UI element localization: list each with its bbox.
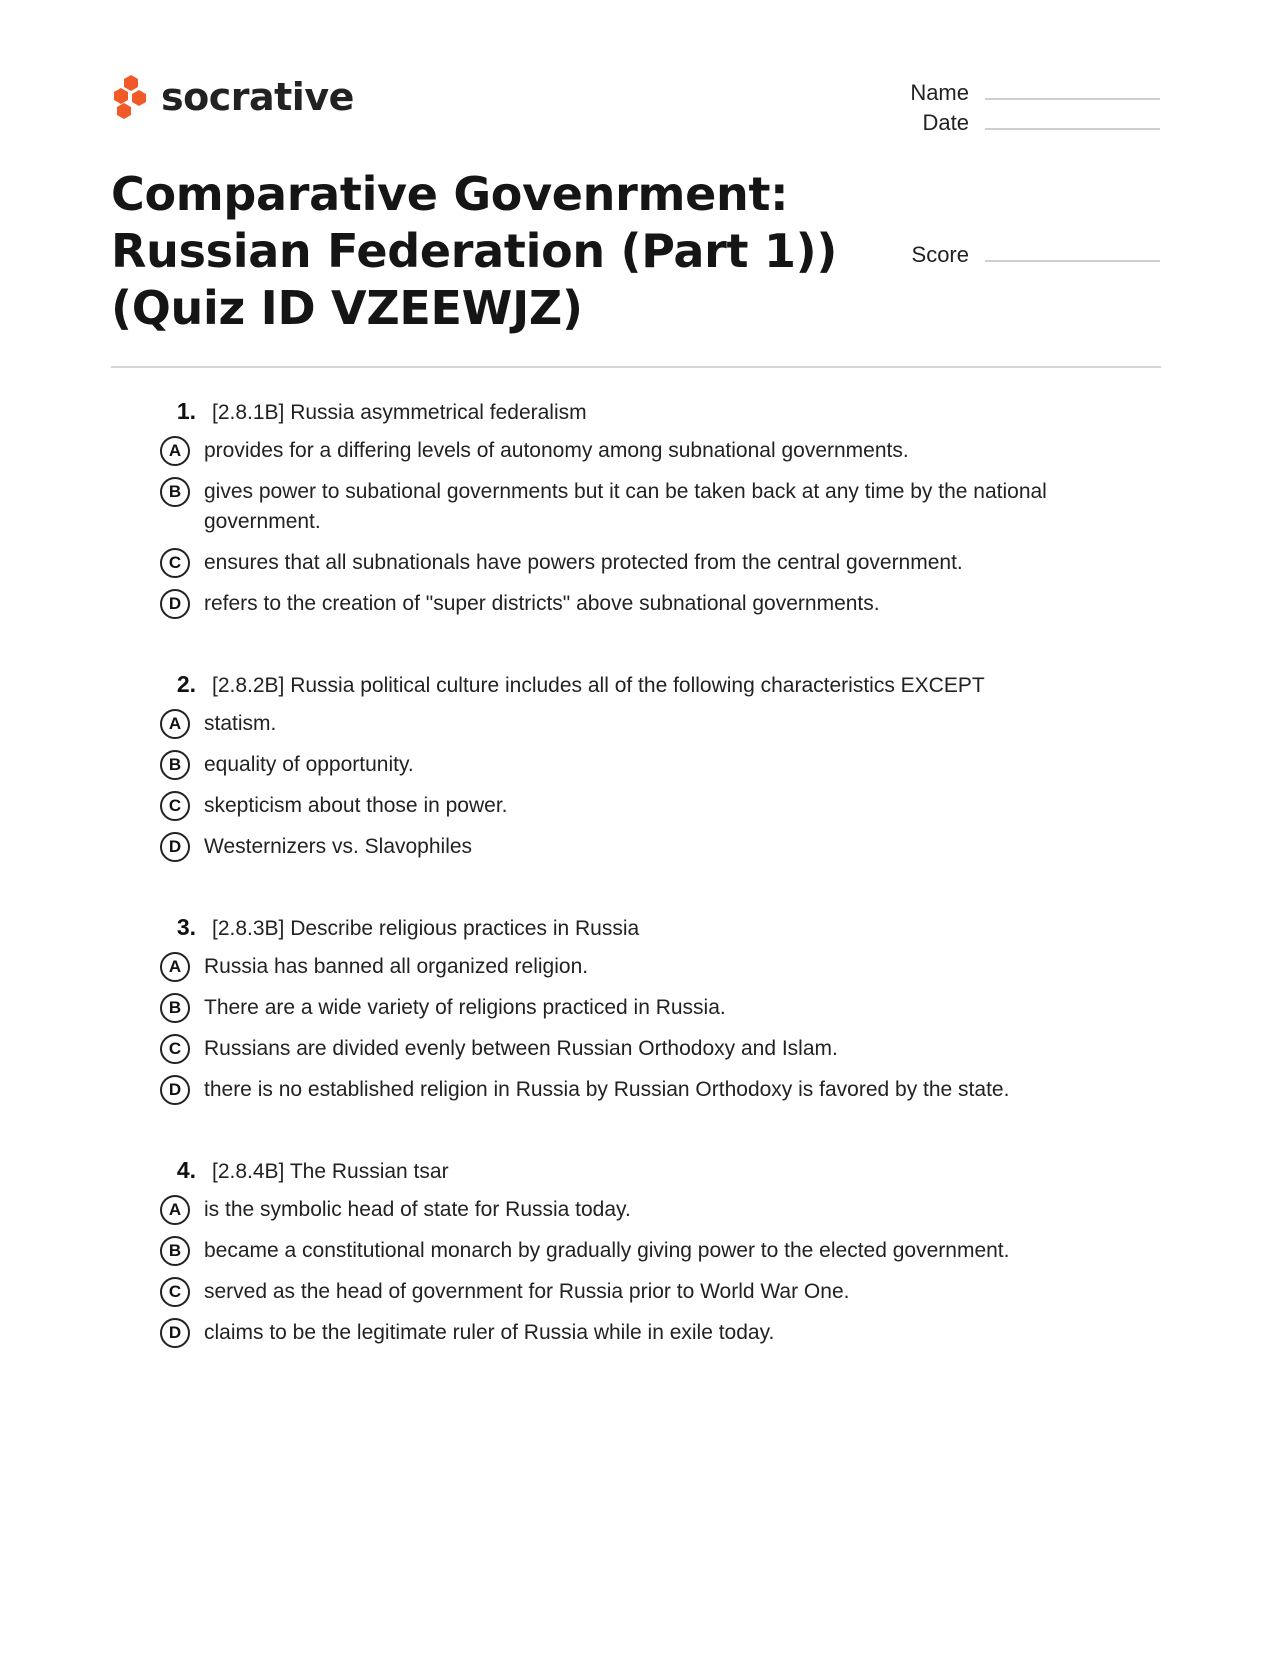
question-3 xyxy=(160,914,1120,1105)
option-text: provides for a differing levels of autonomy among subnational governments. xyxy=(204,439,909,462)
option-text: is the symbolic head of state for Russia today. xyxy=(204,1198,631,1221)
option-letter-circle[interactable]: B xyxy=(160,750,190,780)
option-letter-circle[interactable]: B xyxy=(160,477,190,507)
option-letter-circle[interactable]: A xyxy=(160,1195,190,1225)
option-letter-circle[interactable]: D xyxy=(160,1318,190,1348)
option-letter-circle[interactable]: D xyxy=(160,832,190,862)
score-field[interactable] xyxy=(880,238,1160,268)
name-field[interactable] xyxy=(880,76,1160,106)
option-c[interactable] xyxy=(160,1277,1120,1307)
option-letter-circle[interactable]: A xyxy=(160,952,190,982)
option-b[interactable] xyxy=(160,750,1120,780)
option-text: refers to the creation of "super districts" above subnational governments. xyxy=(204,592,880,615)
student-info-fields xyxy=(880,76,1160,136)
option-text: Russia has banned all organized religion. xyxy=(204,955,589,978)
option-a[interactable] xyxy=(160,1195,1120,1225)
question-number: 3. xyxy=(176,914,196,940)
brand-name: socrative xyxy=(161,75,354,119)
option-b[interactable] xyxy=(160,477,1120,537)
option-text: Westernizers vs. Slavophiles xyxy=(204,835,473,858)
option-letter-circle[interactable]: D xyxy=(160,589,190,619)
score-line[interactable] xyxy=(985,260,1160,262)
option-b[interactable] xyxy=(160,1236,1120,1266)
option-text: gives power to subational governments but it can be taken back at any time by the national government. xyxy=(204,480,1047,533)
option-text: claims to be the legitimate ruler of Russia while in exile today. xyxy=(204,1321,775,1344)
option-text: served as the head of government for Russia prior to World War One. xyxy=(204,1280,850,1303)
option-d[interactable] xyxy=(160,1318,1120,1348)
option-text: There are a wide variety of religions practiced in Russia. xyxy=(204,996,726,1019)
question-2 xyxy=(160,671,1120,862)
option-text: statism. xyxy=(204,712,277,735)
option-text: equality of opportunity. xyxy=(204,753,414,776)
option-letter-circle[interactable]: B xyxy=(160,1236,190,1266)
option-text: there is no established religion in Russia by Russian Orthodoxy is favored by the state. xyxy=(204,1078,1010,1101)
option-text: skepticism about those in power. xyxy=(204,794,508,817)
option-c[interactable] xyxy=(160,791,1120,821)
question-4 xyxy=(160,1157,1120,1348)
option-d[interactable] xyxy=(160,1075,1120,1105)
date-label: Date xyxy=(922,110,969,135)
question-text: [2.8.4B] The Russian tsar xyxy=(212,1160,449,1183)
question-number: 1. xyxy=(176,398,196,424)
option-letter-circle[interactable]: C xyxy=(160,1277,190,1307)
question-list xyxy=(160,398,1120,1400)
header-divider xyxy=(111,366,1161,368)
hexagon-cluster-icon xyxy=(111,73,147,121)
option-a[interactable] xyxy=(160,952,1120,982)
question-number: 2. xyxy=(176,671,196,697)
option-d[interactable] xyxy=(160,589,1120,619)
option-text: became a constitutional monarch by gradually giving power to the elected government. xyxy=(204,1239,1010,1262)
option-letter-circle[interactable]: A xyxy=(160,436,190,466)
socrative-logo xyxy=(111,72,354,122)
option-c[interactable] xyxy=(160,548,1120,578)
option-b[interactable] xyxy=(160,993,1120,1023)
quiz-title: Comparative Govenrment: Russian Federation (Part 1)) (Quiz ID VZEEWJZ) xyxy=(111,167,838,335)
option-text: Russians are divided evenly between Russian Orthodoxy and Islam. xyxy=(204,1037,838,1060)
date-field[interactable] xyxy=(880,106,1160,136)
option-letter-circle[interactable]: D xyxy=(160,1075,190,1105)
option-d[interactable] xyxy=(160,832,1120,862)
option-letter-circle[interactable]: B xyxy=(160,993,190,1023)
option-text: ensures that all subnationals have powers protected from the central government. xyxy=(204,551,963,574)
score-label: Score xyxy=(911,242,969,267)
option-letter-circle[interactable]: C xyxy=(160,791,190,821)
question-text: [2.8.1B] Russia asymmetrical federalism xyxy=(212,401,587,424)
option-a[interactable] xyxy=(160,709,1120,739)
option-letter-circle[interactable]: C xyxy=(160,548,190,578)
name-label: Name xyxy=(910,80,969,105)
question-1 xyxy=(160,398,1120,619)
name-line[interactable] xyxy=(985,98,1160,100)
option-a[interactable] xyxy=(160,436,1120,466)
option-letter-circle[interactable]: A xyxy=(160,709,190,739)
date-line[interactable] xyxy=(985,128,1160,130)
option-c[interactable] xyxy=(160,1034,1120,1064)
question-text: [2.8.2B] Russia political culture includes all of the following characteristics EXCEPT xyxy=(212,674,985,697)
question-text: [2.8.3B] Describe religious practices in Russia xyxy=(212,917,640,940)
question-number: 4. xyxy=(176,1157,196,1183)
option-letter-circle[interactable]: C xyxy=(160,1034,190,1064)
